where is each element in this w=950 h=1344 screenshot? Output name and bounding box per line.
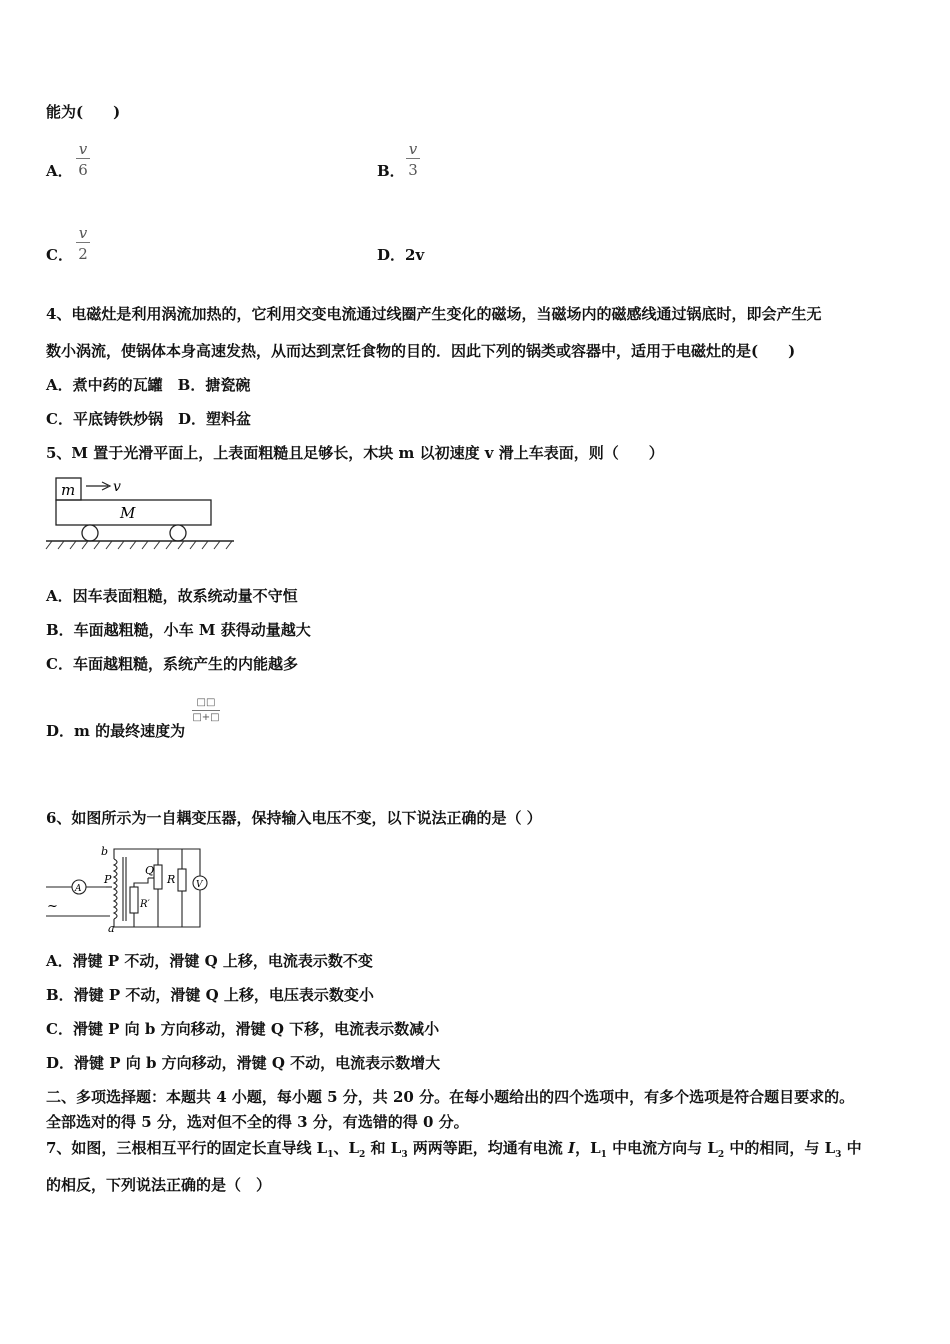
q4-stem-line1: 4、电磁灶是利用涡流加热的，它利用交变电流通过线圈产生变化的磁场，当磁场内的磁感线通过锅底时，即会产生无 [46,305,822,323]
ammeter-label: A [75,884,82,894]
q3-stem-end: 能为( ) [46,103,121,121]
q7-stem-line2: 的相反，下列说法正确的是（ ） [46,1176,272,1194]
fraction-denominator: 3 [408,161,418,179]
q3-option-b-label: B． [377,162,405,180]
cart-wheel-right [170,525,186,541]
q3-option-c-label: C． [46,246,73,264]
q3-option-d: D．2v [377,246,425,264]
q6-stem: 6、如图所示为一自耦变压器，保持输入电压不变，以下说法正确的是（ ） [46,809,542,827]
q6-option-a: A．滑键 P 不动，滑键 Q 上移，电流表示数不变 [46,952,373,970]
q4-stem-line2: 数小涡流，使锅体本身高速发热，从而达到烹饪食物的目的．因此下列的锅类或容器中，适用于电磁灶的是( ) [46,342,796,360]
small-block-label: m [61,481,76,499]
fraction-numerator: v [78,140,88,158]
q5-option-d-fraction [192,697,220,724]
fraction-numerator: □□ [196,697,216,708]
q6-autotransformer-figure [44,843,214,935]
q6-option-d: D．滑键 P 向 b 方向移动，滑键 Q 不动，电流表示数增大 [46,1054,441,1072]
resistor-R-prime-label: R′ [140,899,150,910]
velocity-label: v [113,479,121,495]
resistor-R [178,869,186,891]
primary-coil [114,859,117,919]
cart-label: M [120,504,136,522]
q7-stem-line1: 7、如图，三根相互平行的固定长直导线 $L_1$、$L_2$ 和 $L_3$ 两两等距，均通有电流 I，$L_1$ 中电流方向与 $L_2$ 中的相同，与 $L_3$ 中 [46,1139,862,1160]
q3-option-b-fraction [406,140,420,179]
q5-stem: 5、M 置于光滑平面上，上表面粗糙且足够长，木块 m 以初速度 v 滑上车表面，则（ ） [46,444,664,462]
terminal-b-label: b [101,845,109,858]
voltmeter-label: V [196,880,203,890]
slider-Q-label: Q [145,864,155,877]
q5-option-d: D．m 的最终速度为 [46,722,186,740]
q5-cart-figure [44,474,239,554]
terminal-a-label: a [108,922,115,935]
q4-options-ab: A．煮中药的瓦罐 B．搪瓷碗 [46,376,251,394]
ac-source-symbol: ~ [47,899,58,914]
fraction-denominator: 2 [78,245,88,263]
fraction-denominator: 6 [78,161,88,179]
section2-heading-line2: 全部选对的得 5 分，选对但不全的得 3 分，有选错的得 0 分。 [46,1113,469,1131]
fraction-numerator: v [78,224,88,242]
resistor-R-label: R [167,873,176,886]
q4-options-cd: C．平底铸铁炒锅 D．塑料盆 [46,410,251,428]
section2-heading-line1: 二、多项选择题：本题共 4 小题，每小题 5 分，共 20 分。在每小题给出的四个选项中，有多个选项是符合题目要求的。 [46,1088,855,1106]
q5-option-c: C．车面越粗糙，系统产生的内能越多 [46,655,298,673]
cart-wheel-left [82,525,98,541]
q6-option-c: C．滑键 P 向 b 方向移动，滑键 Q 下移，电流表示数减小 [46,1020,440,1038]
q5-option-a: A．因车表面粗糙，故系统动量不守恒 [46,587,298,605]
slider-P-label: P [104,873,112,886]
resistor-R-prime [130,887,138,913]
q3-option-c-fraction [76,224,90,263]
q6-option-b: B．滑键 P 不动，滑键 Q 上移，电压表示数变小 [46,986,374,1004]
q3-option-a-label: A． [46,162,73,180]
fraction-numerator: v [408,140,418,158]
q5-option-b: B．车面越粗糙，小车 M 获得动量越大 [46,621,311,639]
ground-hatching [46,541,232,549]
fraction-denominator: □+□ [192,712,220,723]
q3-option-a-fraction [76,140,90,179]
resistor-Q [154,865,162,889]
